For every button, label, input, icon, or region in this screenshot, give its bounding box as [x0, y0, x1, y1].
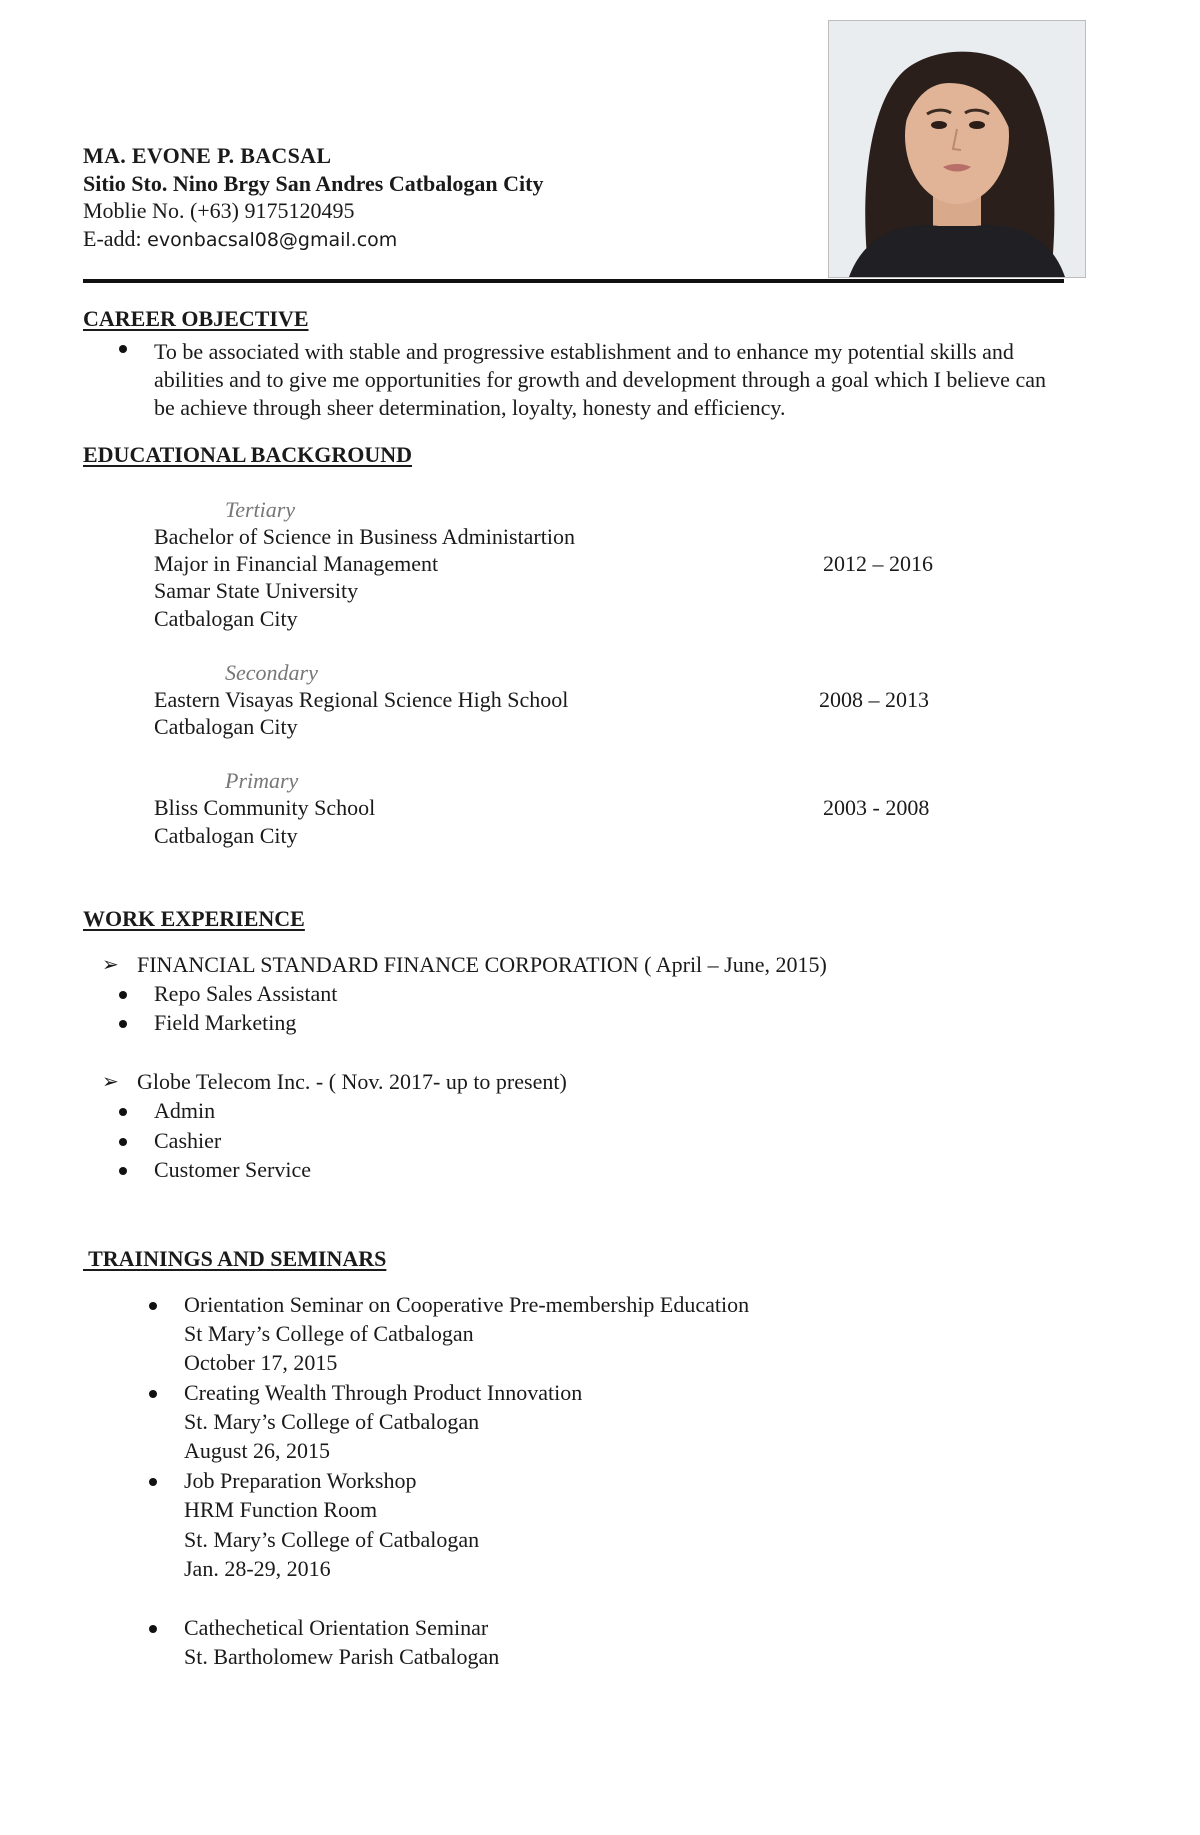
training-line: Cathechetical Orientation Seminar: [184, 1615, 489, 1640]
email-label: E-add:: [83, 226, 148, 251]
list-bullet: [119, 991, 127, 999]
education-line: Bliss Community School: [154, 795, 376, 820]
arrow-bullet-icon: ➢: [102, 1069, 119, 1093]
job-title: FINANCIAL STANDARD FINANCE CORPORATION ( April – June, 2015): [137, 952, 827, 977]
training-line: St Mary’s College of Catbalogan: [184, 1321, 474, 1346]
email-value: evonbacsal08@gmail.com: [147, 229, 398, 251]
education-level-secondary: Secondary: [225, 660, 318, 685]
training-line: Orientation Seminar on Cooperative Pre-membership Education: [184, 1292, 750, 1317]
training-line: St. Mary’s College of Catbalogan: [184, 1527, 480, 1552]
training-line: St. Mary’s College of Catbalogan: [184, 1409, 480, 1434]
education-level-tertiary: Tertiary: [225, 497, 296, 522]
work-experience-heading: WORK EXPERIENCE: [83, 906, 305, 931]
header-divider: [83, 279, 1064, 283]
list-bullet: [119, 1020, 127, 1028]
education-years-primary: 2003 - 2008: [823, 795, 930, 820]
trainings-heading: TRAININGS AND SEMINARS: [83, 1246, 387, 1271]
job-duty: Repo Sales Assistant: [154, 981, 338, 1006]
training-line: St. Bartholomew Parish Catbalogan: [184, 1644, 500, 1669]
objective-bullet: [119, 345, 127, 353]
applicant-photo: [828, 20, 1086, 278]
job-duty: Field Marketing: [154, 1010, 297, 1035]
career-objective-text: To be associated with stable and progressive establishment and to enhance my potential skills and abilities and to give me opportunities for growth and development through a goal which I believe can be achieve through sheer determination, loyalty, honesty and efficiency.: [154, 339, 1046, 420]
list-bullet: [149, 1478, 157, 1486]
education-years-tertiary: 2012 – 2016: [823, 551, 933, 576]
list-bullet: [149, 1302, 157, 1310]
job-title: Globe Telecom Inc. - ( Nov. 2017- up to present): [137, 1069, 567, 1094]
education-line: Catbalogan City: [154, 714, 298, 739]
applicant-mobile: Moblie No. (+63) 9175120495: [83, 198, 355, 223]
education-level-primary: Primary: [225, 768, 299, 793]
education-line: Catbalogan City: [154, 606, 298, 631]
applicant-name: MA. EVONE P. BACSAL: [83, 143, 332, 168]
education-line: Samar State University: [154, 578, 359, 603]
list-bullet: [119, 1167, 127, 1175]
training-line: Jan. 28-29, 2016: [184, 1556, 331, 1581]
career-objective-heading: CAREER OBJECTIVE: [83, 306, 309, 331]
job-duty: Cashier: [154, 1128, 222, 1153]
education-line: Bachelor of Science in Business Administartion: [154, 524, 575, 549]
job-duty: Admin: [154, 1098, 216, 1123]
education-heading: EDUCATIONAL BACKGROUND: [83, 442, 413, 467]
training-line: Creating Wealth Through Product Innovation: [184, 1380, 583, 1405]
education-line: Eastern Visayas Regional Science High School: [154, 687, 569, 712]
training-line: October 17, 2015: [184, 1350, 338, 1375]
list-bullet: [119, 1138, 127, 1146]
education-line: Major in Financial Management: [154, 551, 439, 576]
list-bullet: [149, 1625, 157, 1633]
list-bullet: [119, 1108, 127, 1116]
list-bullet: [149, 1390, 157, 1398]
education-years-secondary: 2008 – 2013: [819, 687, 929, 712]
arrow-bullet-icon: ➢: [102, 952, 119, 976]
applicant-email-row: [83, 226, 397, 252]
training-line: August 26, 2015: [184, 1438, 331, 1463]
education-line: Catbalogan City: [154, 823, 298, 848]
training-line: HRM Function Room: [184, 1497, 378, 1522]
job-duty: Customer Service: [154, 1157, 312, 1182]
applicant-address: Sitio Sto. Nino Brgy San Andres Catbalogan City: [83, 171, 544, 196]
training-line: Job Preparation Workshop: [184, 1468, 417, 1493]
